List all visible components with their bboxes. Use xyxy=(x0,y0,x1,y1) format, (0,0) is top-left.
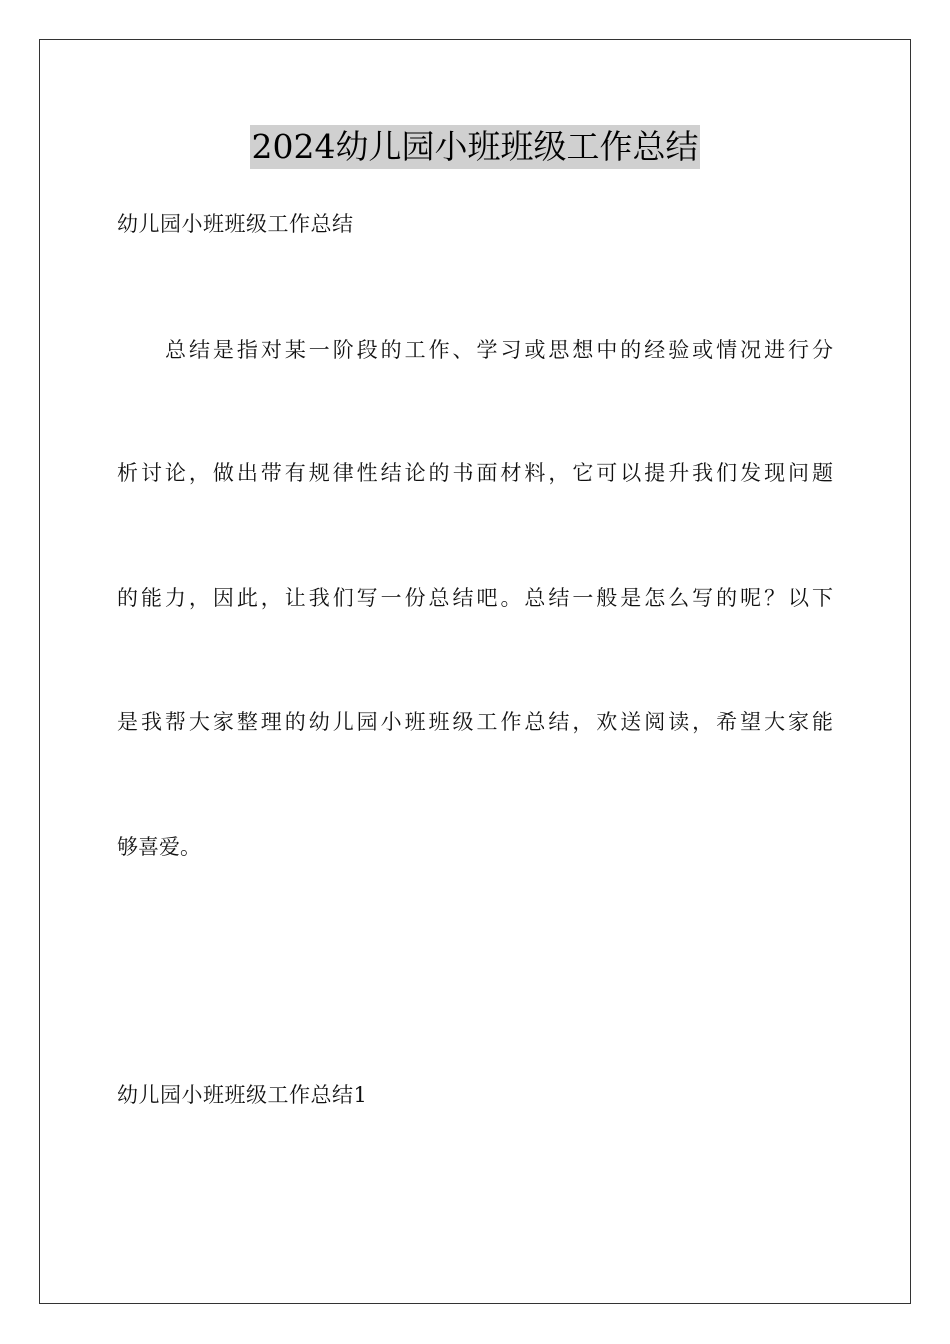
document-title: 2024幼儿园小班班级工作总结 xyxy=(250,125,701,169)
paragraph-line: 的能力，因此，让我们写一份总结吧。总结一般是怎么写的呢？以下 xyxy=(117,586,833,610)
title-container xyxy=(0,125,950,169)
document-subtitle: 幼儿园小班班级工作总结 xyxy=(117,212,354,236)
paragraph-line: 够喜爱。 xyxy=(117,835,201,859)
paragraph-line: 总结是指对某一阶段的工作、学习或思想中的经验或情况进行分 xyxy=(165,338,833,362)
paragraph-line: 是我帮大家整理的幼儿园小班班级工作总结，欢送阅读，希望大家能 xyxy=(117,710,833,734)
paragraph-line: 析讨论，做出带有规律性结论的书面材料，它可以提升我们发现问题 xyxy=(117,461,833,485)
section-heading: 幼儿园小班班级工作总结1 xyxy=(117,1083,368,1107)
